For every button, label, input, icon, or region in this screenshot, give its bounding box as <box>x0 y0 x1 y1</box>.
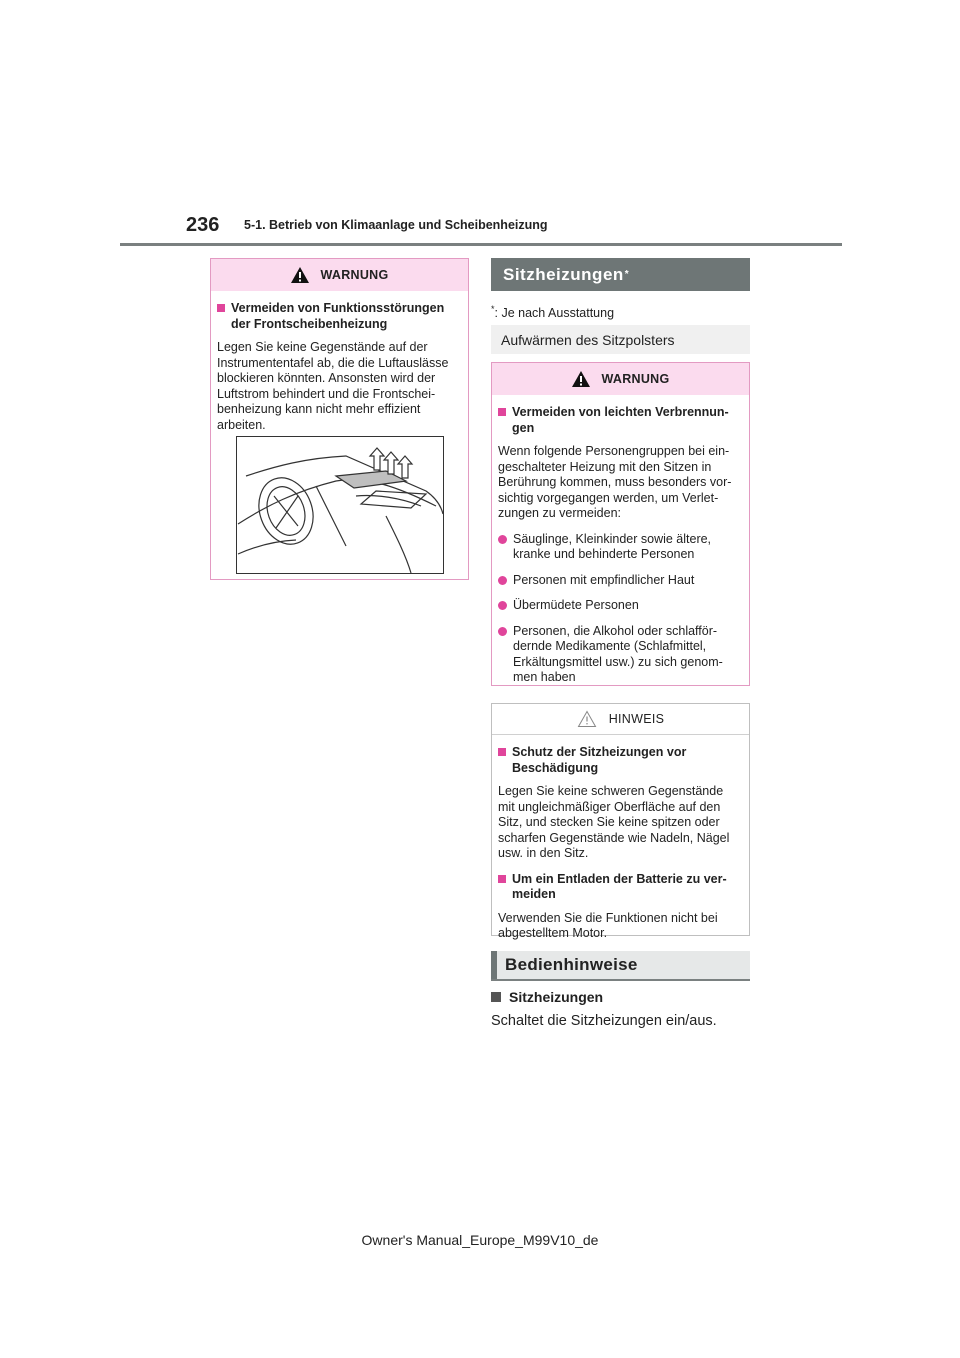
footer-text: Owner's Manual_Europe_M99V10_de <box>361 1232 599 1248</box>
warning-label: WARNUNG <box>320 268 389 282</box>
notice-body <box>492 735 749 952</box>
round-bullet-icon <box>498 627 507 636</box>
warning-box-burns <box>491 362 750 686</box>
round-bullet-icon <box>498 601 507 610</box>
notice-box <box>491 703 750 940</box>
heading-sitzheizungen: Sitzheizungen * <box>491 258 750 291</box>
notice-triangle-icon <box>577 710 597 728</box>
square-bullet-icon <box>491 992 501 1002</box>
warning-triangle-icon <box>290 266 310 284</box>
square-bullet-icon <box>217 304 225 312</box>
warning-label: WARNUNG <box>601 372 670 386</box>
footnote: *: Je nach Ausstattung <box>491 304 615 321</box>
square-bullet-icon <box>498 875 506 883</box>
item-text-sitzheizungen: Schaltet die Sitzheizungen ein/aus. <box>491 1013 717 1029</box>
warning-triangle-icon <box>571 370 591 388</box>
subheading-aufwaermen: Aufwärmen des Sitzpolsters <box>491 325 750 354</box>
footnote-mark: * <box>491 304 495 314</box>
dashboard-illustration <box>236 436 444 574</box>
list-item: Säuglinge, Kleinkinder sowie ältere, kranke und behinderte Personen <box>498 532 741 563</box>
heading-rule <box>491 979 750 981</box>
warning-item-heading: Vermeiden von Funktionsstörungen der Frontscheibenheizung <box>217 301 460 332</box>
warning-header <box>211 259 468 291</box>
header-rule <box>120 243 842 246</box>
warning-item-heading: Vermeiden von leichten Verbrennun-gen <box>498 405 741 436</box>
warning-item-text: Wenn folgende Personengruppen bei ein-geschalteter Heizung mit den Sitzen in Berührung kommen, muss besonders vor-sichtig vorgegangen werden, um Verlet-zungen zu vermeiden: <box>498 444 732 520</box>
notice-label: HINWEIS <box>608 712 665 726</box>
notice-item-text: Legen Sie keine schweren Gegenstände mit ungleichmäßiger Oberfläche auf den Sitz, und stecken Sie keine spitzen oder scharfen Gegenstände wie Nadeln, Nägel usw. in den Sitz. <box>498 784 730 860</box>
warning-header <box>492 363 749 395</box>
round-bullet-icon <box>498 535 507 544</box>
warning-body <box>211 291 468 443</box>
item-heading-sitzheizungen: Sitzheizungen <box>491 989 603 1005</box>
warning-item-text: Legen Sie keine Gegenstände auf der Instrumententafel ab, die die Luftauslässe blockieren könnten. Ansonsten wird der Luftstrom behindert und die Frontschei-benheizung kann nicht mehr effizient arbeiten. <box>217 340 449 432</box>
section-title: 5-1. Betrieb von Klimaanlage und Scheibenheizung <box>244 218 548 232</box>
heading-footnote-mark: * <box>624 269 630 280</box>
notice-header <box>492 704 749 735</box>
round-bullet-icon <box>498 576 507 585</box>
square-bullet-icon <box>498 408 506 416</box>
warning-box-windshield <box>210 258 469 580</box>
warning-body <box>492 395 749 696</box>
square-bullet-icon <box>498 748 506 756</box>
notice-item-heading: Um ein Entladen der Batterie zu ver-meiden <box>498 872 741 903</box>
list-item: Personen mit empfindlicher Haut <box>498 573 741 589</box>
page-number: 236 <box>186 214 220 236</box>
notice-item-text: Verwenden Sie die Funktionen nicht bei abgestelltem Motor. <box>498 910 718 940</box>
list-item: Übermüdete Personen <box>498 598 741 614</box>
notice-item-heading: Schutz der Sitzheizungen vor Beschädigung <box>498 745 741 776</box>
heading-bedienhinweise: Bedienhinweise <box>491 951 750 979</box>
list-item: Personen, die Alkohol oder schlafför-dernde Medikamente (Schlafmittel, Erkältungsmittel usw.) zu sich genom-men haben <box>498 624 741 686</box>
